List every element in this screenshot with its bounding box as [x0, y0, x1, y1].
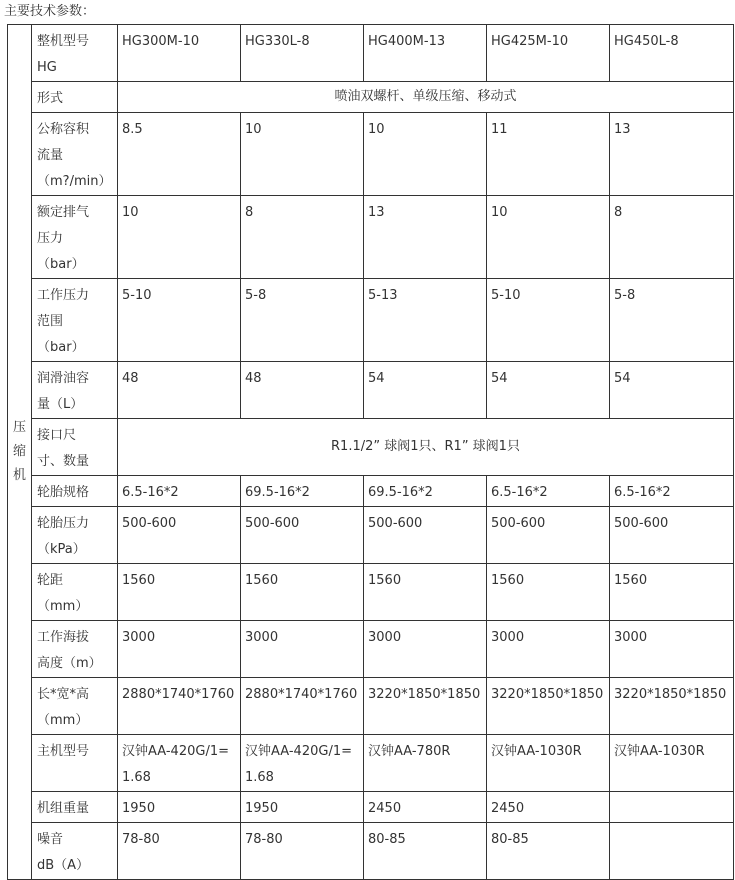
- table-row: [8, 25, 734, 82]
- row-label-line: 压力: [37, 231, 64, 246]
- value-cell-dims-3: 3220*1850*1850: [364, 678, 487, 735]
- table-row: [8, 476, 734, 507]
- table-row: [8, 82, 734, 113]
- value-cell-oil-1: 48: [118, 362, 241, 419]
- table-row: [8, 735, 734, 792]
- table-row: [8, 113, 734, 196]
- row-label-line: 量（L）: [37, 397, 84, 412]
- value-cell-weight-1: 1950: [118, 792, 241, 823]
- row-label-line: 工作压力: [37, 288, 90, 303]
- value-cell-tire_pressure-2: 500-600: [241, 507, 364, 564]
- value-cell-altitude-3: 3000: [364, 621, 487, 678]
- value-cell-weight-2: 1950: [241, 792, 364, 823]
- value-cell-weight-5: [610, 792, 734, 823]
- value-cell-dims-2: 2880*1740*1760: [241, 678, 364, 735]
- row-label-line: 长*宽*高: [37, 687, 90, 702]
- row-label-line: （mm）: [37, 713, 89, 728]
- value-cell-oil-5: 54: [610, 362, 734, 419]
- row-label-line: （kPa）: [37, 542, 86, 557]
- value-cell-noise-4: 80-85: [487, 823, 610, 880]
- row-label-line: 噪音: [37, 832, 64, 847]
- table-row: [8, 419, 734, 476]
- table-row: [8, 279, 734, 362]
- row-label-line: 流量: [37, 148, 64, 163]
- group-label-char: 机: [12, 468, 26, 483]
- row-label-weight: [32, 792, 118, 823]
- row-label-line: 形式: [37, 91, 64, 106]
- value-cell-tire_pressure-1: 500-600: [118, 507, 241, 564]
- group-label-char: 压: [12, 420, 26, 435]
- value-cell-host-5: 汉钟AA-1030R: [610, 735, 734, 792]
- value-cell-altitude-5: 3000: [610, 621, 734, 678]
- row-label-line: 范围: [37, 314, 64, 329]
- row-label-tire: [32, 476, 118, 507]
- value-cell-model-2: HG330L-8: [241, 25, 364, 82]
- row-label-line: 公称容积: [37, 122, 90, 137]
- value-cell-host-2: 汉钟AA-420G/1=1.68: [241, 735, 364, 792]
- value-cell-altitude-1: 3000: [118, 621, 241, 678]
- row-label-line: （bar）: [37, 257, 85, 272]
- spec-table-body: [8, 25, 734, 880]
- value-cell-altitude-2: 3000: [241, 621, 364, 678]
- value-cell-tire-2: 69.5-16*2: [241, 476, 364, 507]
- table-row: [8, 564, 734, 621]
- value-cell-range-2: 5-8: [241, 279, 364, 362]
- row-label-track: [32, 564, 118, 621]
- table-row: [8, 507, 734, 564]
- row-label-line: 整机型号: [37, 34, 90, 49]
- value-cell-host-4: 汉钟AA-1030R: [487, 735, 610, 792]
- table-row: [8, 792, 734, 823]
- value-cell-weight-3: 2450: [364, 792, 487, 823]
- value-cell-track-4: 1560: [487, 564, 610, 621]
- spec-table: [7, 24, 734, 880]
- value-cell-noise-1: 78-80: [118, 823, 241, 880]
- value-cell-model-4: HG425M-10: [487, 25, 610, 82]
- row-label-noise: [32, 823, 118, 880]
- value-cell-dims-1: 2880*1740*1760: [118, 678, 241, 735]
- value-cell-pressure-3: 13: [364, 196, 487, 279]
- value-cell-flow-2: 10: [241, 113, 364, 196]
- value-cell-tire_pressure-4: 500-600: [487, 507, 610, 564]
- value-cell-dims-4: 3220*1850*1850: [487, 678, 610, 735]
- value-cell-pressure-1: 10: [118, 196, 241, 279]
- row-label-port: [32, 419, 118, 476]
- row-label-tire_pressure: [32, 507, 118, 564]
- table-row: [8, 678, 734, 735]
- value-cell-flow-5: 13: [610, 113, 734, 196]
- value-cell-track-5: 1560: [610, 564, 734, 621]
- value-cell-noise-2: 78-80: [241, 823, 364, 880]
- value-cell-range-5: 5-8: [610, 279, 734, 362]
- row-label-line: 额定排气: [37, 205, 90, 220]
- table-row: [8, 196, 734, 279]
- value-cell-model-3: HG400M-13: [364, 25, 487, 82]
- row-label-pressure: [32, 196, 118, 279]
- value-cell-range-1: 5-10: [118, 279, 241, 362]
- row-label-line: 轮胎压力: [37, 516, 90, 531]
- value-cell-noise-3: 80-85: [364, 823, 487, 880]
- row-label-altitude: [32, 621, 118, 678]
- row-label-line: 工作海拔: [37, 630, 90, 645]
- table-row: [8, 621, 734, 678]
- value-cell-host-3: 汉钟AA-780R: [364, 735, 487, 792]
- row-label-flow: [32, 113, 118, 196]
- value-cell-flow-4: 11: [487, 113, 610, 196]
- value-cell-noise-5: [610, 823, 734, 880]
- merged-value-port: R1.1/2” 球阀1只、R1” 球阀1只: [118, 419, 734, 476]
- value-cell-tire-4: 6.5-16*2: [487, 476, 610, 507]
- row-label-line: dB（A）: [37, 858, 90, 873]
- value-cell-tire-1: 6.5-16*2: [118, 476, 241, 507]
- value-cell-track-3: 1560: [364, 564, 487, 621]
- value-cell-altitude-4: 3000: [487, 621, 610, 678]
- merged-value-type: 喷油双螺杆、单级压缩、移动式: [118, 82, 734, 113]
- row-label-host: [32, 735, 118, 792]
- value-cell-oil-3: 54: [364, 362, 487, 419]
- row-label-line: （mm）: [37, 599, 89, 614]
- value-cell-range-4: 5-10: [487, 279, 610, 362]
- row-label-line: （m?/min）: [37, 174, 112, 189]
- value-cell-track-2: 1560: [241, 564, 364, 621]
- value-cell-oil-4: 54: [487, 362, 610, 419]
- row-label-oil: [32, 362, 118, 419]
- value-cell-tire-3: 69.5-16*2: [364, 476, 487, 507]
- value-cell-model-5: HG450L-8: [610, 25, 734, 82]
- row-label-line: 润滑油容: [37, 371, 90, 386]
- value-cell-pressure-2: 8: [241, 196, 364, 279]
- row-label-line: （bar）: [37, 340, 85, 355]
- section-heading: 主要技术参数：: [4, 4, 96, 19]
- row-label-line: 主机型号: [37, 744, 90, 759]
- value-cell-dims-5: 3220*1850*1850: [610, 678, 734, 735]
- value-cell-pressure-5: 8: [610, 196, 734, 279]
- table-row: [8, 362, 734, 419]
- value-cell-pressure-4: 10: [487, 196, 610, 279]
- value-cell-host-1: 汉钟AA-420G/1=1.68: [118, 735, 241, 792]
- value-cell-weight-4: 2450: [487, 792, 610, 823]
- value-cell-flow-3: 10: [364, 113, 487, 196]
- row-label-line: 机组重量: [37, 801, 90, 816]
- row-label-line: 寸、数量: [37, 454, 90, 469]
- table-row: [8, 823, 734, 880]
- group-label-char: 缩: [12, 444, 26, 459]
- value-cell-flow-1: 8.5: [118, 113, 241, 196]
- value-cell-oil-2: 48: [241, 362, 364, 419]
- value-cell-tire_pressure-3: 500-600: [364, 507, 487, 564]
- row-label-line: 轮胎规格: [37, 485, 90, 500]
- row-label-line: HG: [37, 60, 57, 75]
- row-label-model: [32, 25, 118, 82]
- row-label-dims: [32, 678, 118, 735]
- row-label-type: [32, 82, 118, 113]
- value-cell-tire-5: 6.5-16*2: [610, 476, 734, 507]
- value-cell-range-3: 5-13: [364, 279, 487, 362]
- group-label-cell: [8, 25, 32, 880]
- value-cell-model-1: HG300M-10: [118, 25, 241, 82]
- value-cell-track-1: 1560: [118, 564, 241, 621]
- value-cell-tire_pressure-5: 500-600: [610, 507, 734, 564]
- row-label-line: 接口尺: [37, 428, 77, 443]
- row-label-line: 高度（m）: [37, 656, 102, 671]
- row-label-range: [32, 279, 118, 362]
- row-label-line: 轮距: [37, 573, 64, 588]
